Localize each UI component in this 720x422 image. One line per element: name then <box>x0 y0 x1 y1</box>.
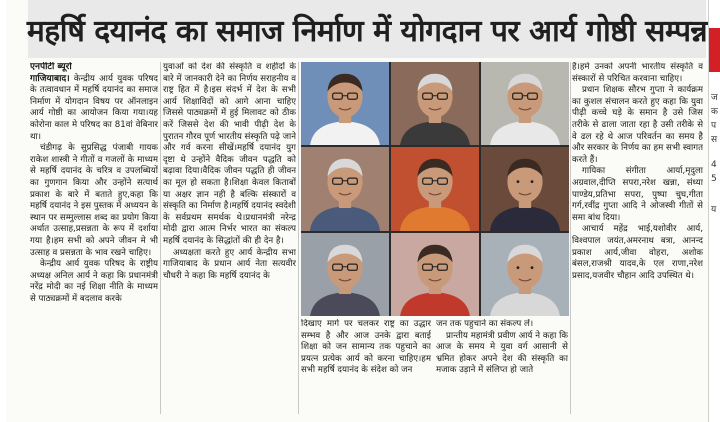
adjacent-text-fragment: स <box>711 135 718 145</box>
participant-photo <box>301 233 389 316</box>
byline-place: गाजियाबाद। <box>30 73 70 84</box>
article-column-2 <box>163 62 296 414</box>
participant-photo <box>391 147 479 230</box>
article-column-4 <box>572 62 703 414</box>
paragraph: चंडीगढ़ के सुप्रसिद्ध पंजाबी गायक राकेश शास्त्री ने गीतों व गजलों के माध्यम से महर्षि दयानंद के चरित्र व उपलब्धियों का गुणगान किया और उन्होंने सत्यार्थ प्रकाश के बारे में बताते हुए,कहा कि महर्षि दयानंद ने इस पुस्तक में अध्ययन के स्थान पर सम्मुल्लास शब्द का प्रयोग किया अर्थात उत्साह,प्रसन्नता के रूप में दर्शाया गया है।हम सभी को अपने जीवन मे भी उत्साह व प्रसन्नता के भाव रखने चाहिए। <box>30 143 158 258</box>
paragraph: प्रान्तीय महामंत्री प्रवीण आर्य ने कहा कि आज के समय मे युवा वर्ग आसानी से भ्रमित होकर अपने देश की संस्कृति का मजाक उड़ाने में संलिप्त हो जाते <box>436 330 568 376</box>
byline <box>30 62 158 143</box>
participant-photo <box>481 233 569 316</box>
article-column-3a <box>301 319 431 399</box>
left-page-edge <box>0 0 6 422</box>
participant-photo <box>481 62 569 145</box>
adjacent-text-fragment: ज <box>711 93 718 103</box>
participant-photo <box>301 62 389 145</box>
paragraph: केन्द्रीय आर्य युवक परिषद के तत्वावधान में महर्षि दयानंद का समाज निर्माण में योगदान विषय पर ऑनलाइन आर्य गोष्ठी का आयोजन किया गया।यह कोरोना काल मे परिषद का 81वां वेबिनार था। <box>30 73 158 142</box>
paragraph: है।हमे उनको अपनी भारतीय संस्कृति व संस्कारों से परिचित करवाना चाहिए। <box>572 62 703 84</box>
paragraph: केन्द्रीय आर्य युवक परिषद के राष्ट्रीय अध्यक्ष अनिल आर्य ने कहा कि प्रधानमंत्री नरेंद्र मोदी का नई शिक्षा नीति के माध्यम से पाठ्यक्रमों में बदलाव करके <box>30 259 158 304</box>
column-rule <box>570 62 571 414</box>
adjacent-text-fragment: य <box>711 205 717 215</box>
headline-band <box>28 0 706 58</box>
adjacent-text-fragment: प <box>711 121 717 131</box>
column-rule <box>160 62 161 414</box>
article-column-3b <box>436 319 568 399</box>
adjacent-text-fragment: क <box>711 107 718 117</box>
column-rule <box>298 62 299 414</box>
participant-photo <box>481 147 569 230</box>
participant-photo <box>301 147 389 230</box>
participant-photo <box>391 233 479 316</box>
paragraph: आचार्य महेंद्र भाई,यशोवीर आर्य, विश्वपाल जयंत,अमरनाथ बत्रा, आनन्द प्रकाश आर्य,जीवा वोहरा, अशोक बंसल,राजश्री यादव,के एल राणा,नरेश प्रसाद,यजवीर चौहान आदि उपस्थित थे। <box>572 224 703 281</box>
adjacent-page-edge <box>708 0 720 422</box>
adjacent-text-fragment: 5 <box>711 174 717 184</box>
paragraph: युवाओं को देश की संस्कृति व शहीदों के बारे में जानकारी देने का निर्णय सराहनीय व राष्ट्र हित में है।इस संदर्भ में देश के सभी आर्य शिक्षाविदों को आगे आना चाहिए जिससे पाठ्यक्रमों में हुई मिलावट को ठीक करें जिससे देश की भावी पीढ़ी देश के पुरातन गौरव पूर्ण भारतीय संस्कृति पढ़े जाने और गर्व करना सीखें।महर्षि दयानंद युग दृष्टा थे उन्होंने वैदिक जीवन पद्धति को बढ़ावा दिया।वैदिक जीवन पद्धति ही जीवन का मूल हो सकता है।शिक्षा केवल किताबों या अक्षर ज्ञान नही है बल्कि संस्कारों व संस्कृति का निर्माण है।महर्षि दयानंद स्वदेशी के सर्वप्रथम समर्थक थे।प्रधानमंत्री नरेन्द्र मोदी द्वारा आत्म निर्भर भारत का संकल्प महर्षि दयानंद के सिद्धांतों की ही देन है। <box>163 62 296 246</box>
paragraph: गायिका संगीता आर्या,मृदुला अग्रवाल,दीप्ति सपरा,नरेश खन्ना, संध्या पाण्डेय,प्रतिभा सपरा, पुष्पा चुघ,गीता गर्ग,रवींद्र गुप्ता आदि ने ओजस्वी गीतों से समा बांध दिया। <box>572 166 703 223</box>
adjacent-red-banner <box>709 28 720 72</box>
adjacent-text-fragment: 4 <box>711 160 717 170</box>
paragraph: जन तक पहुचाने का संकल्प लें। <box>436 319 534 329</box>
byline-agency: एनपीटी ब्यूरो <box>30 62 72 72</box>
paragraph: दिखाए मार्ग पर चलकर राष्ट्र का उद्धार सम्भव है और आज उनके द्वारा बताई शिक्षा को जन सामान्य तक पहुचाने का प्रयत्न प्रत्येक आर्य को करना चाहिए।हम सभी महर्षि दयानंद के संदेश को जन <box>301 319 431 376</box>
participants-photo-collage <box>301 62 569 316</box>
article-column-1 <box>30 62 158 414</box>
paragraph: प्रधान शिक्षक सौरभ गुप्ता ने कार्यक्रम का कुशल संचालन करते हुए कहा कि युवा पीढ़ी कच्चे घड़े के समान है उसे जिस तरीके से ढाला जाता रहा है उसी तरीके से वे ढल रहे थे आज परिवर्तन का समय है और सरकार के निर्णय का हम सभी स्वागत करते हैं। <box>572 85 703 165</box>
paragraph: अध्यक्षता करते हुए आर्य केन्द्रीय सभा गाजियाबाद के प्रधान आर्य नेता सत्यवीर चौधरी ने कहा कि महर्षि दयानंद के <box>163 247 296 281</box>
headline-text: महर्षि दयानंद का समाज निर्माण में योगदान पर आर्य गोष्ठी सम्पन्न <box>26 13 708 49</box>
participant-photo <box>391 62 479 145</box>
